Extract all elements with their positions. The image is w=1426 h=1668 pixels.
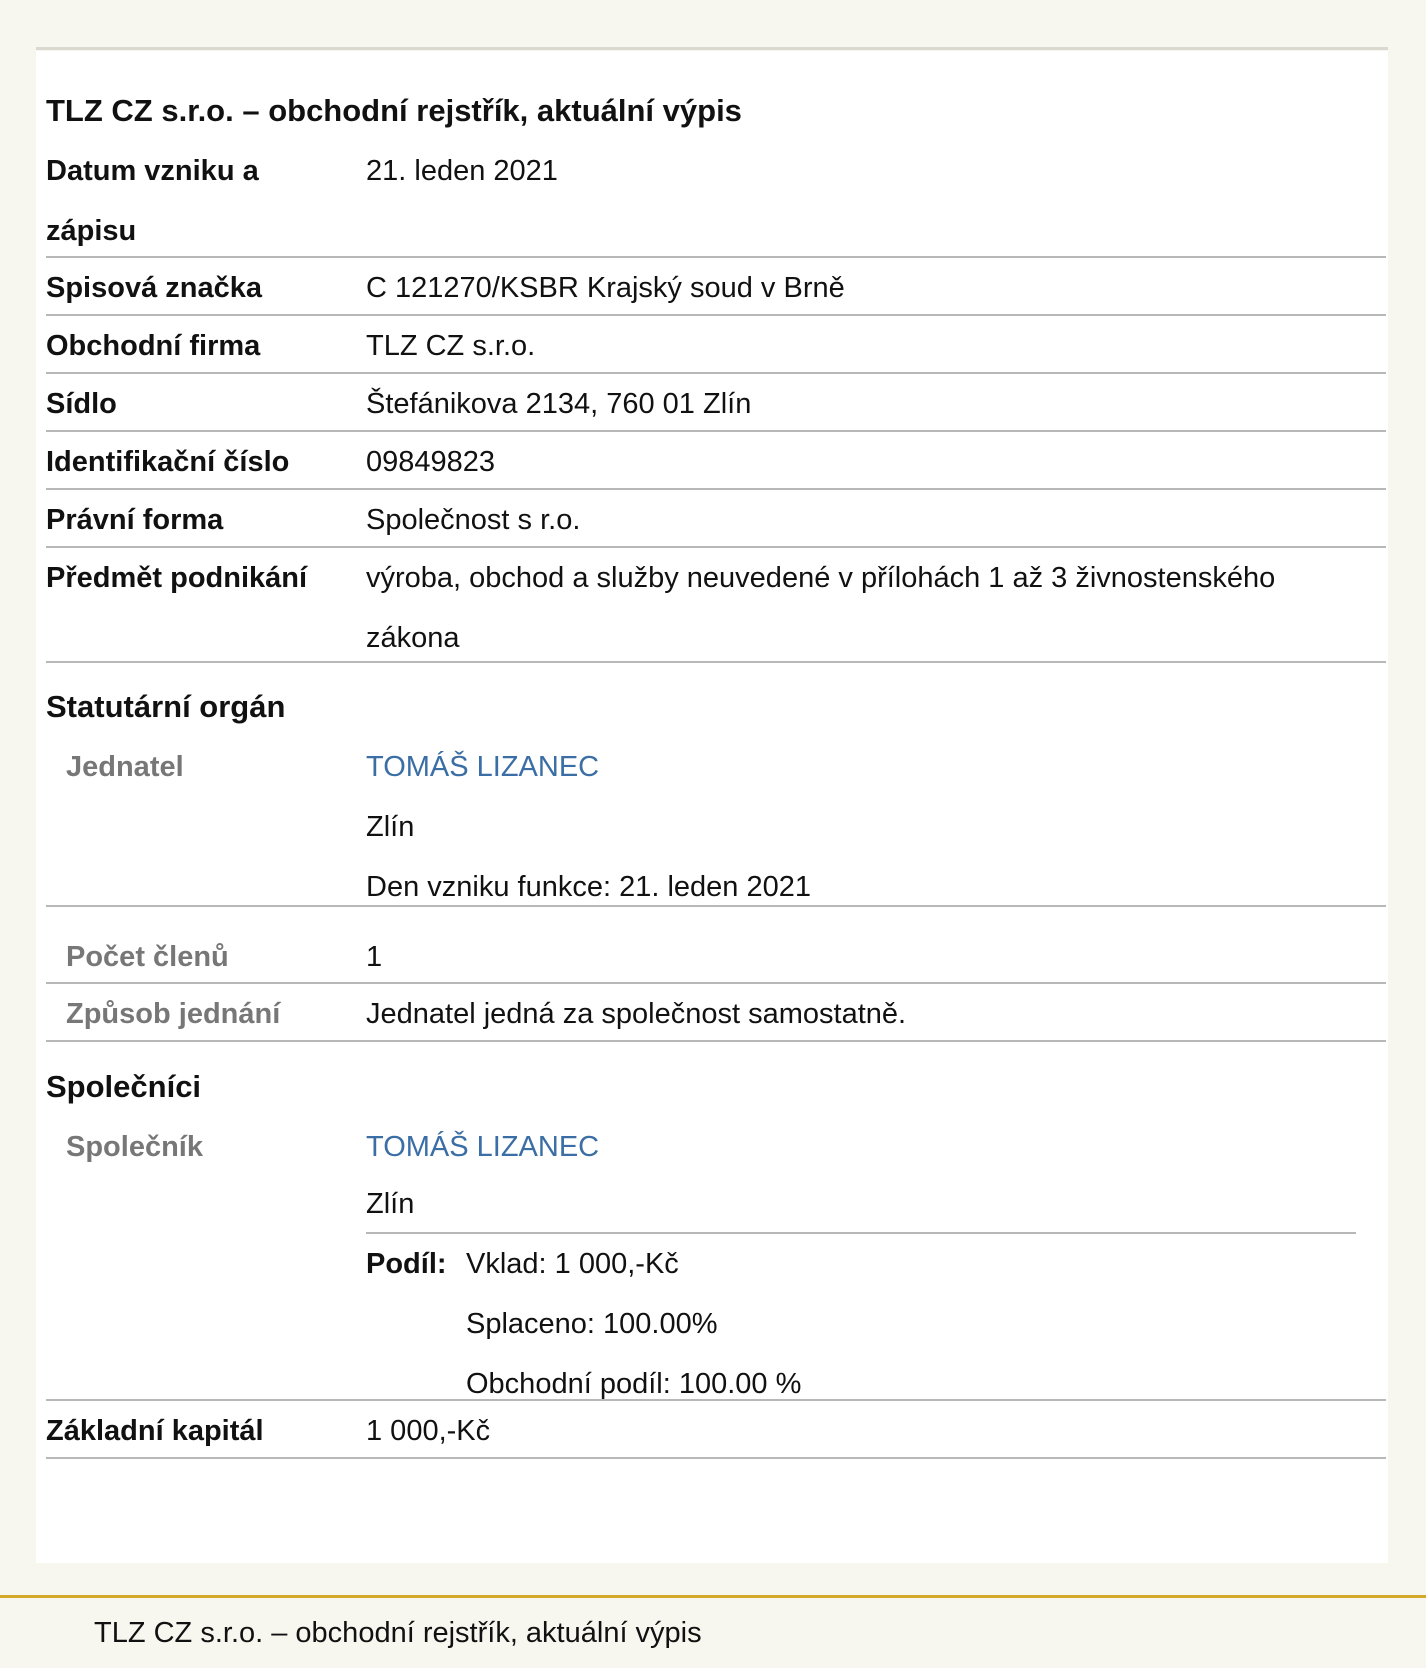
section-heading-statutory: Statutární orgán bbox=[46, 689, 286, 724]
row-label: Jednatel bbox=[66, 751, 184, 783]
row-value: 1 bbox=[366, 941, 383, 973]
podil-obchodni: Obchodní podíl: 100.00 % bbox=[466, 1368, 802, 1400]
row-label: Identifikační číslo bbox=[46, 446, 290, 478]
row-label: Spisová značka bbox=[46, 272, 262, 304]
podil-block bbox=[366, 1234, 1366, 1414]
row-label: Základní kapitál bbox=[46, 1415, 264, 1447]
row-obchodni-firma bbox=[46, 316, 1386, 374]
row-zakladni-kapital bbox=[46, 1401, 1386, 1459]
row-identifikacni-cislo bbox=[46, 432, 1386, 490]
jednatel-city: Zlín bbox=[366, 811, 415, 843]
podil-vklad: Vklad: 1 000,-Kč bbox=[466, 1248, 679, 1280]
row-label: Datum vzniku a zápisu bbox=[46, 155, 259, 247]
row-value: Společnost s r.o. bbox=[366, 504, 581, 536]
row-datum-vzniku bbox=[46, 141, 1386, 258]
row-label: Společník bbox=[66, 1131, 203, 1163]
row-value: výroba, obchod a služby neuvedené v přílohách 1 až 3 živnostenského zákona bbox=[366, 562, 1276, 654]
row-jednatel bbox=[46, 737, 1386, 907]
row-value: 1 000,-Kč bbox=[366, 1415, 491, 1447]
page-title: TLZ CZ s.r.o. – obchodní rejstřík, aktuální výpis bbox=[46, 93, 742, 128]
row-spolecnik bbox=[46, 1117, 1386, 1401]
spolecnik-details bbox=[366, 1117, 1366, 1414]
podil-values bbox=[466, 1234, 801, 1414]
row-value: 21. leden 2021 bbox=[366, 155, 558, 187]
row-label: Obchodní firma bbox=[46, 330, 261, 362]
row-pocet-clenu bbox=[46, 927, 1386, 984]
row-value: 09849823 bbox=[366, 446, 496, 478]
row-value: TLZ CZ s.r.o. bbox=[366, 330, 536, 362]
row-label: Sídlo bbox=[46, 388, 117, 420]
row-predmet-podnikani bbox=[46, 548, 1386, 663]
row-zpusob-jednani bbox=[46, 984, 1386, 1042]
row-sidlo bbox=[46, 374, 1386, 432]
jednatel-since: Den vzniku funkce: 21. leden 2021 bbox=[366, 871, 811, 903]
row-value: Jednatel jedná za společnost samostatně. bbox=[366, 998, 907, 1030]
section-heading-partners: Společníci bbox=[46, 1069, 202, 1104]
jednatel-name-link[interactable]: TOMÁŠ LIZANEC bbox=[366, 751, 600, 783]
row-label: Způsob jednání bbox=[66, 998, 281, 1030]
podil-splaceno: Splaceno: 100.00% bbox=[466, 1308, 718, 1340]
spolecnik-city: Zlín bbox=[366, 1188, 415, 1220]
footer-title: TLZ CZ s.r.o. – obchodní rejstřík, aktuální výpis bbox=[94, 1617, 702, 1649]
row-value: C 121270/KSBR Krajský soud v Brně bbox=[366, 272, 845, 304]
podil-label: Podíl: bbox=[366, 1248, 447, 1280]
row-spisova-znacka bbox=[46, 258, 1386, 316]
spolecnik-name-link[interactable]: TOMÁŠ LIZANEC bbox=[366, 1131, 600, 1163]
registry-extract-panel bbox=[36, 51, 1388, 1563]
row-value: Štefánikova 2134, 760 01 Zlín bbox=[366, 388, 752, 420]
row-label: Předmět podnikání bbox=[46, 562, 308, 594]
top-divider bbox=[36, 47, 1388, 50]
row-label: Počet členů bbox=[66, 941, 229, 973]
footer-divider bbox=[0, 1595, 1426, 1598]
jednatel-details bbox=[366, 737, 1326, 917]
row-pravni-forma bbox=[46, 490, 1386, 548]
row-label: Právní forma bbox=[46, 504, 224, 536]
